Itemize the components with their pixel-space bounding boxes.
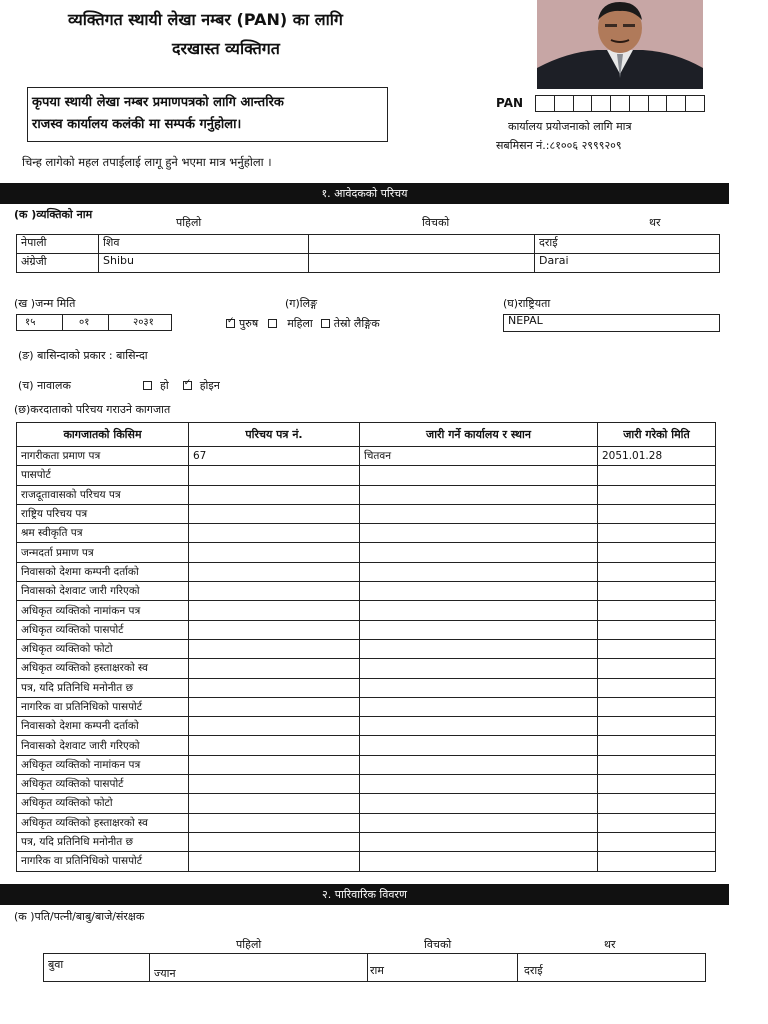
documents-row: [17, 775, 716, 794]
name-label: (क )व्यक्तिको नाम: [14, 208, 93, 221]
gender-label: (ग)लिङ्ग: [285, 297, 318, 310]
name-col-first: पहिलो: [176, 216, 202, 229]
doc-issue-date[interactable]: [598, 852, 716, 871]
doc-type: अधिकृत व्यक्तिको हस्ताक्षरको स्व: [17, 659, 189, 678]
doc-type: नागरिक वा प्रतिनिधिको पासपोर्ट: [17, 852, 189, 871]
doc-issue-date[interactable]: [598, 813, 716, 832]
documents-row: [17, 736, 716, 755]
family-col-last: थर: [604, 938, 616, 951]
documents-row: [17, 562, 716, 581]
gender-female-label: महिला: [287, 317, 313, 330]
first-name-english[interactable]: Shibu: [99, 254, 309, 273]
gender-male-label: पुरुष: [239, 317, 259, 330]
doc-issue-date[interactable]: [598, 582, 716, 601]
doc-type: अधिकृत व्यक्तिको पासपोर्ट: [17, 775, 189, 794]
doc-id-number[interactable]: [189, 697, 360, 716]
dob-field[interactable]: [16, 314, 172, 331]
gender-male-checkbox[interactable]: [226, 319, 235, 328]
gender-third-label: तेस्रो लैङ्गिक: [333, 317, 380, 330]
documents-row: [17, 717, 716, 736]
doc-id-number[interactable]: [189, 562, 360, 581]
doc-type: पत्र, यदि प्रतिनिधि मनोनीत छ: [17, 678, 189, 697]
documents-row: [17, 524, 716, 543]
documents-row: [17, 755, 716, 774]
doc-type: अधिकृत व्यक्तिको फोटो: [17, 639, 189, 658]
doc-issue-date[interactable]: [598, 504, 716, 523]
doc-type: राष्ट्रिय परिचय पत्र: [17, 504, 189, 523]
docs-col-office: जारी गर्ने कार्यालय र स्थान: [360, 423, 598, 447]
doc-id-number[interactable]: [189, 601, 360, 620]
docs-col-id: परिचय पत्र नं.: [189, 423, 360, 447]
doc-issuing-office[interactable]: [360, 639, 598, 658]
doc-issue-date[interactable]: [598, 717, 716, 736]
doc-type: पत्र, यदि प्रतिनिधि मनोनीत छ: [17, 832, 189, 851]
doc-id-number[interactable]: [189, 620, 360, 639]
middle-name-english[interactable]: [309, 254, 535, 273]
doc-issue-date[interactable]: [598, 697, 716, 716]
name-row-english: [17, 254, 720, 273]
documents-table: [16, 422, 716, 872]
family-label: (क )पति/पत्नी/बाबु/बाजे/संरक्षक: [14, 910, 145, 923]
documents-row: [17, 639, 716, 658]
doc-type: अधिकृत व्यक्तिको फोटो: [17, 794, 189, 813]
doc-issue-date[interactable]: [598, 562, 716, 581]
documents-row: [17, 794, 716, 813]
doc-issuing-office[interactable]: [360, 466, 598, 485]
doc-type: अधिकृत व्यक्तिको नामांकन पत्र: [17, 601, 189, 620]
gender-options: [226, 316, 380, 331]
doc-type: अधिकृत व्यक्तिको हस्ताक्षरको स्व: [17, 813, 189, 832]
doc-issue-date[interactable]: 2051.01.28: [598, 447, 716, 466]
minor-no-checkbox[interactable]: [183, 381, 192, 390]
minor-no-label: होइन: [199, 379, 220, 392]
doc-issue-date[interactable]: [598, 543, 716, 562]
gender-female-checkbox[interactable]: [268, 319, 277, 328]
documents-row: [17, 852, 716, 871]
documents-row: [17, 466, 716, 485]
doc-issue-date[interactable]: [598, 601, 716, 620]
doc-issue-date[interactable]: [598, 485, 716, 504]
doc-issue-date[interactable]: [598, 659, 716, 678]
doc-type: श्रम स्वीकृति पत्र: [17, 524, 189, 543]
doc-id-number[interactable]: [189, 504, 360, 523]
doc-id-number[interactable]: [189, 736, 360, 755]
doc-issuing-office[interactable]: [360, 582, 598, 601]
doc-issuing-office[interactable]: [360, 543, 598, 562]
documents-body: [17, 447, 716, 872]
doc-issuing-office[interactable]: [360, 504, 598, 523]
family-first-name[interactable]: ज्यान: [150, 954, 368, 981]
doc-type: अधिकृत व्यक्तिको पासपोर्ट: [17, 620, 189, 639]
documents-row: [17, 543, 716, 562]
documents-row: [17, 659, 716, 678]
doc-issue-date[interactable]: [598, 755, 716, 774]
doc-id-number[interactable]: [189, 524, 360, 543]
doc-issue-date[interactable]: [598, 678, 716, 697]
doc-id-number[interactable]: [189, 678, 360, 697]
doc-type: राजदूतावासको परिचय पत्र: [17, 485, 189, 504]
doc-type: निवासको देशमा कम्पनी दर्ताको: [17, 717, 189, 736]
doc-issuing-office[interactable]: [360, 775, 598, 794]
doc-issuing-office[interactable]: [360, 813, 598, 832]
doc-id-number[interactable]: [189, 659, 360, 678]
name-col-last: थर: [649, 216, 661, 229]
family-row: [43, 953, 706, 982]
docs-col-type: कागजातको किसिम: [17, 423, 189, 447]
doc-id-number[interactable]: [189, 485, 360, 504]
doc-type: अधिकृत व्यक्तिको नामांकन पत्र: [17, 755, 189, 774]
doc-issuing-office[interactable]: [360, 620, 598, 639]
dob-label: (ख )जन्म मिति: [14, 297, 76, 310]
documents-row: [17, 601, 716, 620]
documents-row: [17, 485, 716, 504]
doc-issuing-office[interactable]: [360, 832, 598, 851]
doc-id-number[interactable]: [189, 582, 360, 601]
office-use-label: कार्यालय प्रयोजनाको लागि मात्र: [508, 120, 632, 133]
last-name-nepali[interactable]: दराई: [535, 235, 720, 254]
docs-col-date: जारी गरेको मिति: [598, 423, 716, 447]
doc-id-number[interactable]: 67: [189, 447, 360, 466]
doc-id-number[interactable]: [189, 755, 360, 774]
doc-id-number[interactable]: [189, 717, 360, 736]
nationality-field[interactable]: NEPAL: [503, 314, 720, 332]
doc-type: निवासको देशवाट जारी गरिएको: [17, 736, 189, 755]
applicant-photo: [537, 0, 703, 89]
doc-type: जन्मदर्ता प्रमाण पत्र: [17, 543, 189, 562]
nationality-label: (घ)राष्ट्रियता: [503, 297, 551, 310]
form-title-line1: व्यक्तिगत स्थायी लेखा नम्बर (PAN) का लागि: [68, 10, 343, 29]
doc-issue-date[interactable]: [598, 775, 716, 794]
doc-issue-date[interactable]: [598, 466, 716, 485]
pan-digit-boxes[interactable]: [535, 95, 705, 112]
doc-id-number[interactable]: [189, 852, 360, 871]
doc-id-number[interactable]: [189, 466, 360, 485]
instruction-line2: राजस्व कार्यालय कलंकी मा सम्पर्क गर्नुहोला।: [32, 117, 242, 132]
doc-id-number[interactable]: [189, 832, 360, 851]
doc-issuing-office[interactable]: [360, 524, 598, 543]
doc-issuing-office[interactable]: [360, 562, 598, 581]
family-middle-name[interactable]: राम: [368, 954, 518, 981]
doc-issuing-office[interactable]: [360, 755, 598, 774]
docs-label: (छ)करदाताको परिचय गराउने कागजात: [14, 403, 171, 416]
doc-issuing-office[interactable]: [360, 601, 598, 620]
dob-year: २०३१: [133, 317, 154, 328]
name-row-nepali: [17, 235, 720, 254]
gender-third-checkbox[interactable]: [321, 319, 330, 328]
middle-name-nepali[interactable]: [309, 235, 535, 254]
documents-row: [17, 582, 716, 601]
instruction-box: [27, 87, 388, 142]
instruction-line1: कृपया स्थायी लेखा नम्बर प्रमाणपत्रको लागि आन्तरिक: [32, 95, 284, 110]
pan-label: PAN: [496, 96, 524, 110]
doc-id-number[interactable]: [189, 813, 360, 832]
doc-id-number[interactable]: [189, 639, 360, 658]
documents-row: [17, 813, 716, 832]
mark-note: चिन्ह लागेको महल तपाईलाई लागू हुने भएमा मात्र भर्नुहोला ।: [22, 155, 272, 169]
documents-header-row: [17, 423, 716, 447]
doc-issue-date[interactable]: [598, 832, 716, 851]
doc-issuing-office[interactable]: [360, 736, 598, 755]
form-title-line2: दरखास्त व्यक्तिगत: [172, 39, 280, 58]
family-col-first: पहिलो: [236, 938, 262, 951]
doc-type: पासपोर्ट: [17, 466, 189, 485]
doc-issuing-office[interactable]: चितवन: [360, 447, 598, 466]
doc-issue-date[interactable]: [598, 524, 716, 543]
family-last-name[interactable]: दराई: [524, 964, 543, 977]
dob-month: ०१: [63, 315, 109, 330]
name-table: [16, 234, 720, 273]
documents-row: [17, 447, 716, 466]
doc-type: निवासको देशमा कम्पनी दर्ताको: [17, 562, 189, 581]
dob-day: १५: [17, 315, 63, 330]
doc-issue-date[interactable]: [598, 620, 716, 639]
doc-type: नागरीकता प्रमाण पत्र: [17, 447, 189, 466]
family-relation: बुवा: [44, 954, 150, 981]
doc-issuing-office[interactable]: [360, 697, 598, 716]
minor-options: [143, 378, 220, 393]
doc-issuing-office[interactable]: [360, 659, 598, 678]
doc-issue-date[interactable]: [598, 639, 716, 658]
doc-id-number[interactable]: [189, 543, 360, 562]
doc-id-number[interactable]: [189, 775, 360, 794]
submission-number: सबमिसन नं.:८१००६ २९९९२०९: [496, 139, 622, 152]
minor-yes-label: हो: [160, 379, 169, 392]
name-col-middle: विचको: [422, 216, 450, 229]
doc-issuing-office[interactable]: [360, 852, 598, 871]
minor-label: (च) नावालक: [18, 379, 71, 392]
doc-issuing-office[interactable]: [360, 485, 598, 504]
name-lang-nepali: नेपाली: [17, 235, 99, 254]
documents-row: [17, 678, 716, 697]
doc-type: नागरिक वा प्रतिनिधिको पासपोर्ट: [17, 697, 189, 716]
section1-title: १. आवेदकको परिचय: [0, 183, 729, 204]
doc-issuing-office[interactable]: [360, 678, 598, 697]
first-name-nepali[interactable]: शिव: [99, 235, 309, 254]
section2-title: २. पारिवारिक विवरण: [0, 884, 729, 905]
documents-row: [17, 832, 716, 851]
documents-row: [17, 697, 716, 716]
doc-issuing-office[interactable]: [360, 717, 598, 736]
minor-yes-checkbox[interactable]: [143, 381, 152, 390]
doc-issuing-office[interactable]: [360, 794, 598, 813]
doc-id-number[interactable]: [189, 794, 360, 813]
doc-issue-date[interactable]: [598, 794, 716, 813]
name-lang-english: अंग्रेजी: [17, 254, 99, 273]
doc-type: निवासको देशवाट जारी गरिएको: [17, 582, 189, 601]
residency-label: (ङ) बासिन्दाको प्रकार : बासिन्दा: [18, 349, 148, 362]
doc-issue-date[interactable]: [598, 736, 716, 755]
last-name-english[interactable]: Darai: [535, 254, 720, 273]
documents-row: [17, 504, 716, 523]
family-col-middle: विचको: [424, 938, 452, 951]
documents-row: [17, 620, 716, 639]
